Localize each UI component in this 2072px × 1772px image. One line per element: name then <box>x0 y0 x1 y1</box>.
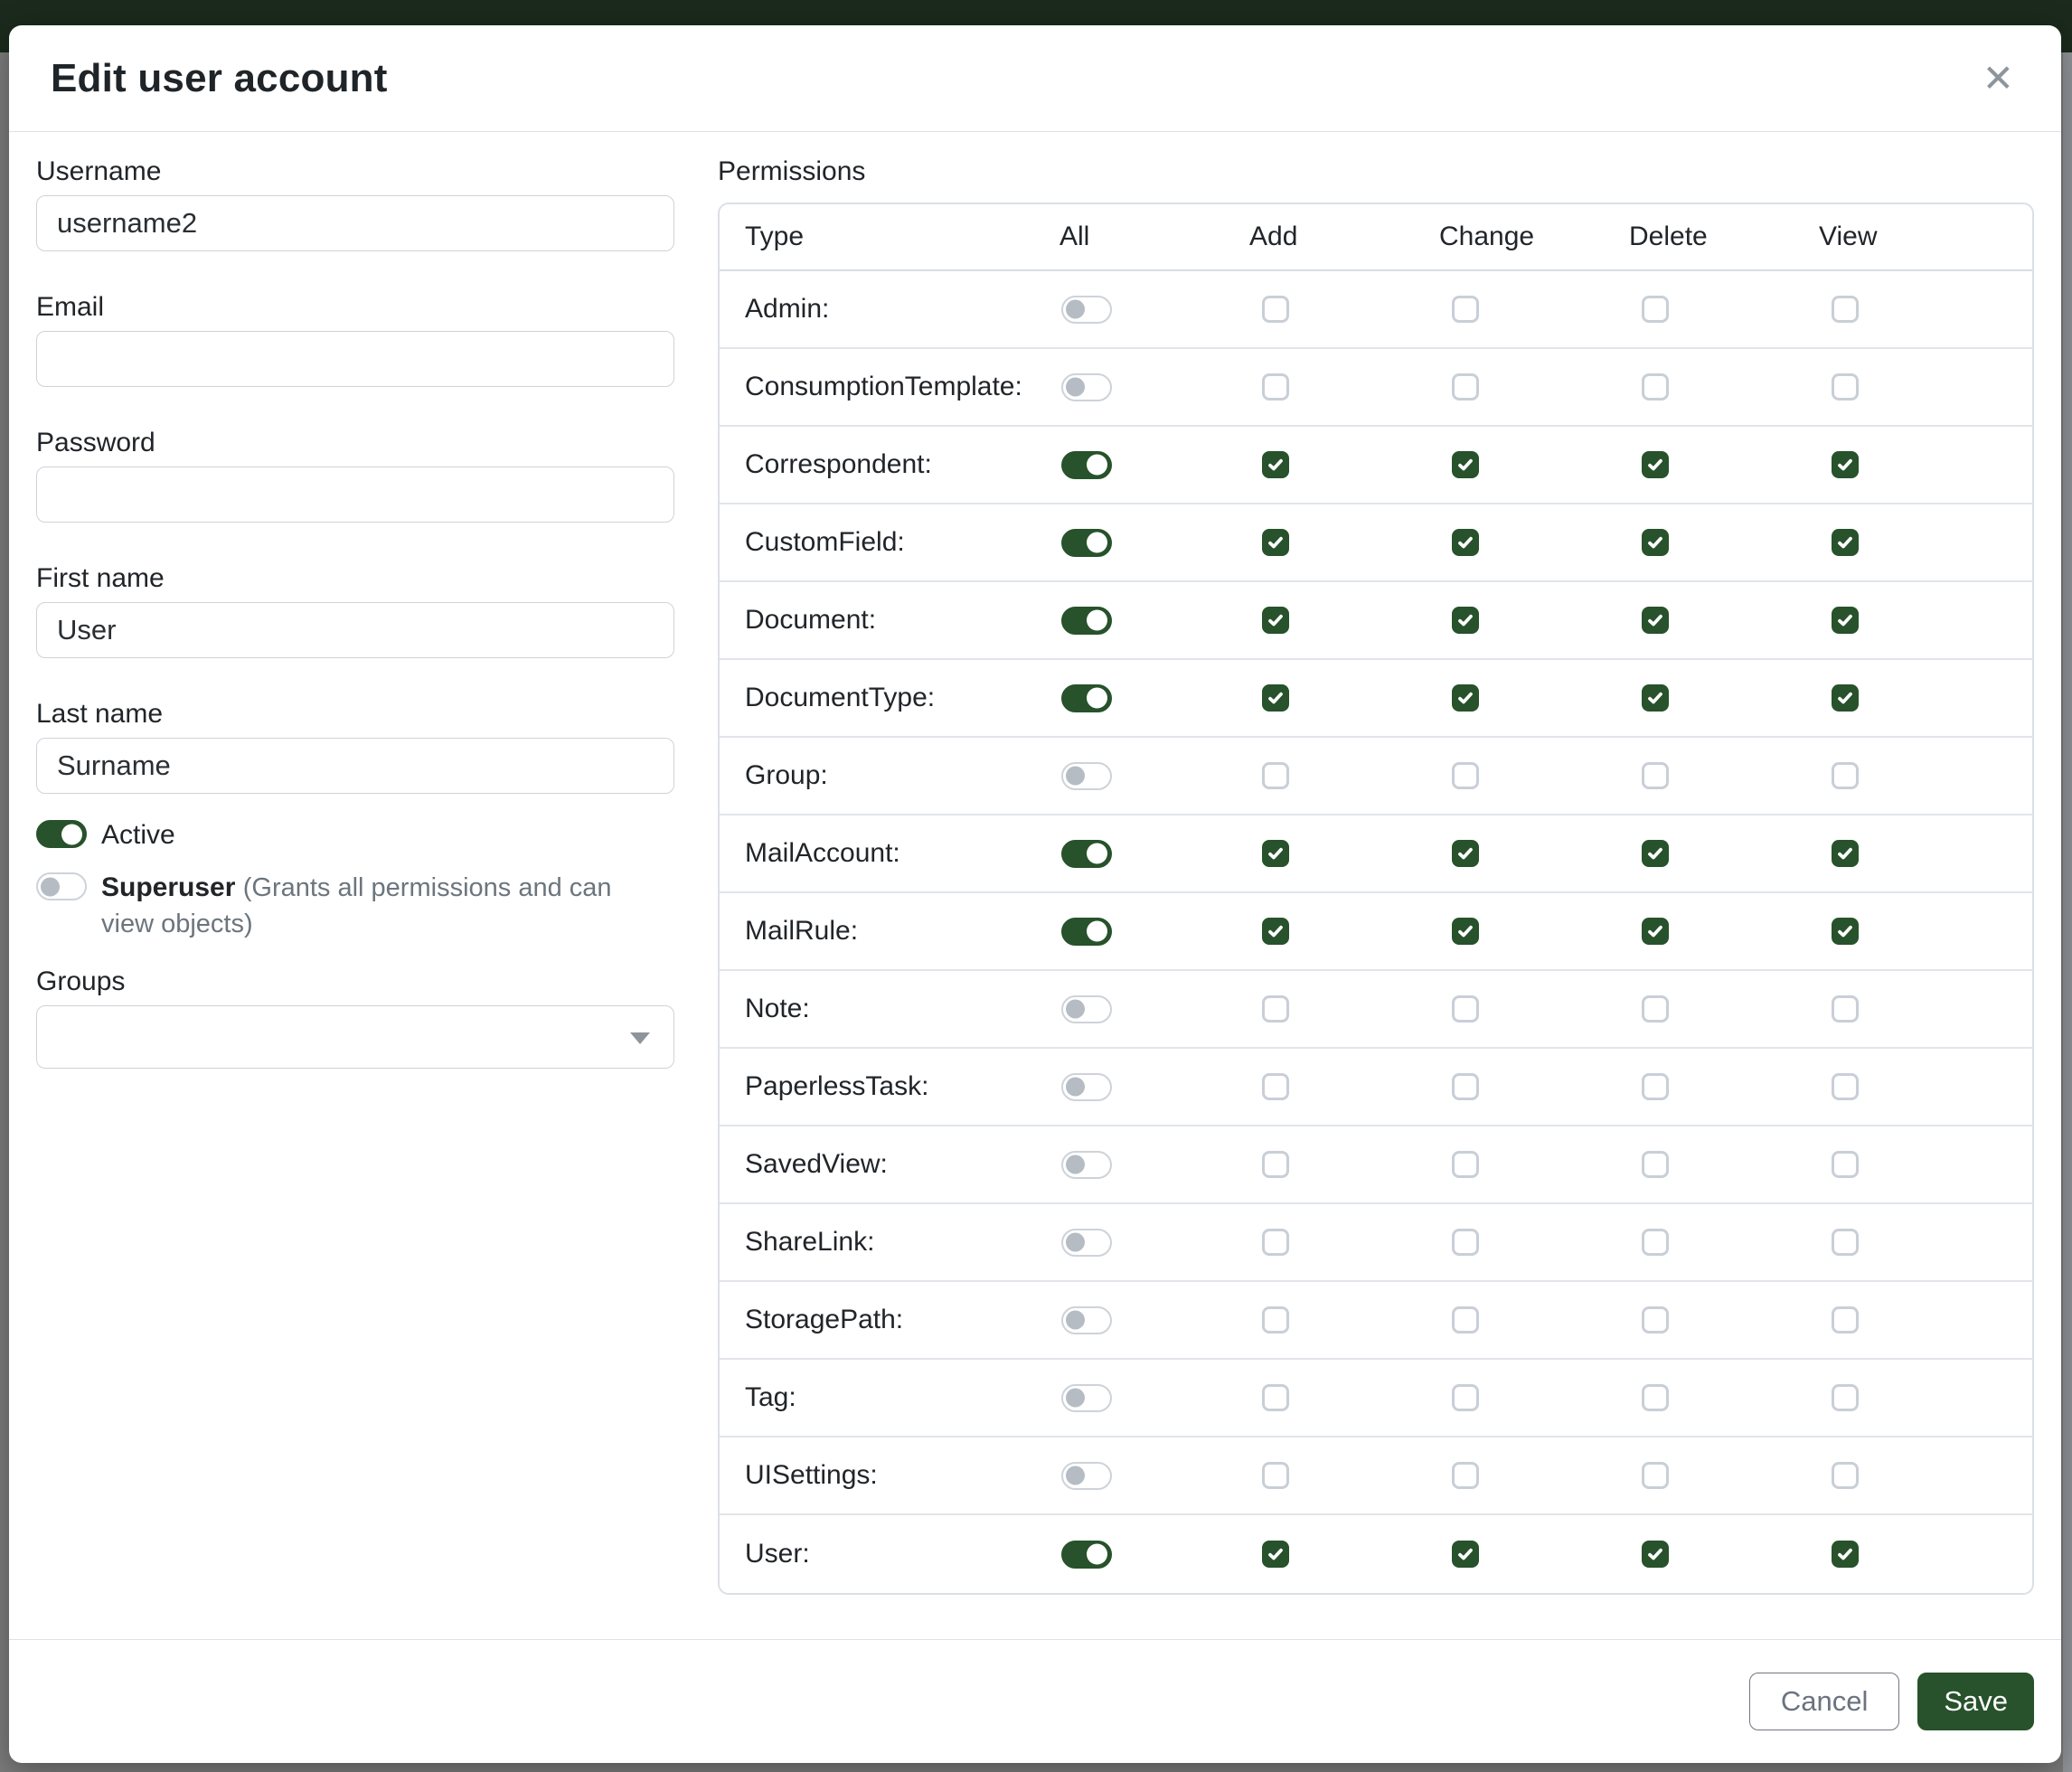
permission-delete-checkbox[interactable] <box>1642 1384 1669 1411</box>
superuser-hint: (Grants all permissions and can view objects) <box>101 873 612 938</box>
permission-all-toggle[interactable] <box>1061 607 1112 635</box>
check-icon <box>1456 844 1474 862</box>
permission-change-checkbox[interactable] <box>1452 918 1479 945</box>
check-icon <box>1836 611 1854 629</box>
permission-add-checkbox[interactable] <box>1262 296 1289 323</box>
check-icon <box>1267 611 1285 629</box>
permission-add-checkbox[interactable] <box>1262 451 1289 478</box>
toggle-knob <box>1066 1233 1085 1252</box>
permission-view-checkbox[interactable] <box>1832 684 1859 712</box>
permission-change-checkbox[interactable] <box>1452 762 1479 789</box>
permission-type-label: SavedView: <box>745 1149 888 1179</box>
toggle-knob <box>61 824 82 844</box>
active-toggle[interactable] <box>36 820 87 848</box>
last-name-field[interactable] <box>36 738 674 794</box>
email-group <box>36 291 674 387</box>
permission-view-checkbox[interactable] <box>1832 373 1859 401</box>
permission-type-label: UISettings: <box>745 1460 878 1490</box>
check-icon <box>1456 533 1474 551</box>
permission-type-label: Note: <box>745 994 810 1023</box>
permission-table-row <box>720 1515 2032 1593</box>
permission-all-toggle[interactable] <box>1061 1462 1112 1490</box>
permission-add-checkbox[interactable] <box>1262 1462 1289 1489</box>
permission-delete-checkbox[interactable] <box>1642 762 1669 789</box>
permission-all-toggle[interactable] <box>1061 918 1112 946</box>
column-header-all: All <box>1060 222 1090 251</box>
permission-view-checkbox[interactable] <box>1832 1073 1859 1100</box>
permission-view-checkbox[interactable] <box>1832 1151 1859 1178</box>
permission-all-toggle[interactable] <box>1061 1306 1112 1334</box>
permission-view-checkbox[interactable] <box>1832 1229 1859 1256</box>
check-icon <box>1646 533 1664 551</box>
permission-change-checkbox[interactable] <box>1452 840 1479 867</box>
permission-delete-checkbox[interactable] <box>1642 1151 1669 1178</box>
check-icon <box>1267 689 1285 707</box>
check-icon <box>1836 533 1854 551</box>
check-icon <box>1456 922 1474 940</box>
username-input[interactable] <box>36 195 674 251</box>
permission-table-row <box>720 1360 2032 1437</box>
permission-add-checkbox[interactable] <box>1262 995 1289 1023</box>
permission-all-toggle[interactable] <box>1061 840 1112 868</box>
permission-view-checkbox[interactable] <box>1832 1306 1859 1334</box>
toggle-knob <box>1066 378 1085 397</box>
permission-delete-checkbox[interactable] <box>1642 684 1669 712</box>
groups-group <box>36 966 674 1069</box>
permission-type-label: Correspondent: <box>745 449 932 479</box>
permission-type-label: StoragePath: <box>745 1305 904 1334</box>
permission-table-row <box>720 1049 2032 1126</box>
permissions-table-header <box>720 204 2032 271</box>
permission-change-checkbox[interactable] <box>1452 373 1479 401</box>
permission-change-checkbox[interactable] <box>1452 1073 1479 1100</box>
first-name-label: First name <box>36 563 165 593</box>
permission-delete-checkbox[interactable] <box>1642 1541 1669 1568</box>
permission-all-toggle[interactable] <box>1061 529 1112 557</box>
toggle-knob <box>1087 844 1107 864</box>
permission-change-checkbox[interactable] <box>1452 296 1479 323</box>
check-icon <box>1836 456 1854 474</box>
permission-all-toggle[interactable] <box>1061 1384 1112 1412</box>
permission-change-checkbox[interactable] <box>1452 1306 1479 1334</box>
toggle-knob <box>1066 1311 1085 1330</box>
username-group <box>36 156 674 251</box>
permission-add-checkbox[interactable] <box>1262 840 1289 867</box>
permission-type-label: Document: <box>745 605 877 635</box>
permission-delete-checkbox[interactable] <box>1642 1229 1669 1256</box>
check-icon <box>1456 1545 1474 1563</box>
permission-all-toggle[interactable] <box>1061 1151 1112 1179</box>
permission-delete-checkbox[interactable] <box>1642 607 1669 634</box>
check-icon <box>1456 689 1474 707</box>
permission-all-toggle[interactable] <box>1061 762 1112 790</box>
permission-all-toggle[interactable] <box>1061 373 1112 401</box>
permission-all-toggle[interactable] <box>1061 1073 1112 1101</box>
permission-change-checkbox[interactable] <box>1452 1384 1479 1411</box>
cancel-button[interactable]: Cancel <box>1749 1673 1900 1730</box>
permissions-label: Permissions <box>718 156 866 186</box>
permission-view-checkbox[interactable] <box>1832 451 1859 478</box>
check-icon <box>1836 922 1854 940</box>
groups-select[interactable] <box>36 1005 674 1069</box>
check-icon <box>1456 611 1474 629</box>
permission-add-checkbox[interactable] <box>1262 1541 1289 1568</box>
column-header-add: Add <box>1249 222 1298 251</box>
permission-all-toggle[interactable] <box>1061 1229 1112 1257</box>
modal-header <box>9 25 2061 132</box>
permission-view-checkbox[interactable] <box>1832 607 1859 634</box>
permission-view-checkbox[interactable] <box>1832 995 1859 1023</box>
permission-delete-checkbox[interactable] <box>1642 1073 1669 1100</box>
permission-add-checkbox[interactable] <box>1262 1306 1289 1334</box>
check-icon <box>1646 611 1664 629</box>
modal-footer <box>9 1639 2061 1763</box>
permission-delete-checkbox[interactable] <box>1642 529 1669 556</box>
toggle-knob <box>1066 1000 1085 1019</box>
permission-table-row <box>720 1204 2032 1282</box>
permission-all-toggle[interactable] <box>1061 296 1112 324</box>
check-icon <box>1267 844 1285 862</box>
permission-table-row <box>720 971 2032 1049</box>
toggle-knob <box>1066 300 1085 319</box>
toggle-knob <box>1066 1155 1085 1174</box>
permission-delete-checkbox[interactable] <box>1642 995 1669 1023</box>
permission-type-label: CustomField: <box>745 527 905 557</box>
permission-change-checkbox[interactable] <box>1452 607 1479 634</box>
permission-type-label: ShareLink: <box>745 1227 875 1257</box>
close-icon[interactable]: ✕ <box>1977 54 2020 103</box>
check-icon <box>1456 456 1474 474</box>
check-icon <box>1267 1545 1285 1563</box>
check-icon <box>1267 533 1285 551</box>
permission-table-row <box>720 893 2032 971</box>
permission-type-label: DocumentType: <box>745 683 936 712</box>
active-toggle-row <box>36 817 674 853</box>
permission-type-label: Tag: <box>745 1382 796 1412</box>
password-field[interactable] <box>36 467 674 523</box>
check-icon <box>1267 922 1285 940</box>
permission-delete-checkbox[interactable] <box>1642 373 1669 401</box>
permission-add-checkbox[interactable] <box>1262 1151 1289 1178</box>
email-label: Email <box>36 292 105 322</box>
permission-table-row <box>720 1282 2032 1360</box>
permission-delete-checkbox[interactable] <box>1642 918 1669 945</box>
permissions-table <box>718 203 2034 1595</box>
check-icon <box>1646 689 1664 707</box>
column-header-change: Change <box>1439 222 1535 251</box>
check-icon <box>1267 456 1285 474</box>
permission-table-row <box>720 504 2032 582</box>
permission-all-toggle[interactable] <box>1061 995 1112 1023</box>
permission-add-checkbox[interactable] <box>1262 918 1289 945</box>
permission-add-checkbox[interactable] <box>1262 1384 1289 1411</box>
permission-table-row <box>720 349 2032 427</box>
permission-table-row <box>720 1437 2032 1515</box>
permission-add-checkbox[interactable] <box>1262 373 1289 401</box>
permission-all-toggle[interactable] <box>1061 451 1112 479</box>
toggle-knob <box>1087 688 1107 709</box>
permission-view-checkbox[interactable] <box>1832 762 1859 789</box>
permission-type-label: MailRule: <box>745 916 859 946</box>
permission-delete-checkbox[interactable] <box>1642 1306 1669 1334</box>
superuser-label-block <box>101 870 630 942</box>
toggle-knob <box>1087 533 1107 553</box>
permission-all-toggle[interactable] <box>1061 1541 1112 1569</box>
permission-change-checkbox[interactable] <box>1452 1151 1479 1178</box>
permission-table-row <box>720 271 2032 349</box>
permission-change-checkbox[interactable] <box>1452 1229 1479 1256</box>
permission-table-row <box>720 738 2032 815</box>
username-label: Username <box>36 156 162 186</box>
permission-add-checkbox[interactable] <box>1262 762 1289 789</box>
chevron-down-icon <box>630 1032 650 1044</box>
user-form-column <box>36 156 674 1639</box>
permission-change-checkbox[interactable] <box>1452 529 1479 556</box>
column-header-view: View <box>1819 222 1878 251</box>
toggle-knob <box>1066 1078 1085 1097</box>
superuser-toggle[interactable] <box>36 872 87 900</box>
permission-type-label: ConsumptionTemplate: <box>745 372 1022 401</box>
permission-delete-checkbox[interactable] <box>1642 296 1669 323</box>
permission-add-checkbox[interactable] <box>1262 1229 1289 1256</box>
permissions-column <box>718 156 2034 1639</box>
permission-change-checkbox[interactable] <box>1452 451 1479 478</box>
toggle-knob <box>1087 1544 1107 1565</box>
check-icon <box>1646 844 1664 862</box>
permission-view-checkbox[interactable] <box>1832 296 1859 323</box>
permission-table-row <box>720 582 2032 660</box>
active-label: Active <box>101 820 175 850</box>
column-header-delete: Delete <box>1629 222 1708 251</box>
toggle-knob <box>1087 455 1107 476</box>
permission-change-checkbox[interactable] <box>1452 684 1479 712</box>
permission-add-checkbox[interactable] <box>1262 684 1289 712</box>
toggle-knob <box>1066 767 1085 786</box>
toggle-knob <box>1087 610 1107 631</box>
toggle-knob <box>1066 1466 1085 1485</box>
permission-table-row <box>720 660 2032 738</box>
permission-type-label: Admin: <box>745 294 830 324</box>
password-label: Password <box>36 428 155 457</box>
permission-type-label: MailAccount: <box>745 838 900 868</box>
modal-body <box>9 132 2061 1639</box>
column-header-type: Type <box>745 222 805 251</box>
permission-change-checkbox[interactable] <box>1452 995 1479 1023</box>
permission-type-label: PaperlessTask: <box>745 1071 929 1101</box>
permission-view-checkbox[interactable] <box>1832 840 1859 867</box>
permission-view-checkbox[interactable] <box>1832 529 1859 556</box>
permission-delete-checkbox[interactable] <box>1642 451 1669 478</box>
permission-delete-checkbox[interactable] <box>1642 840 1669 867</box>
check-icon <box>1836 689 1854 707</box>
check-icon <box>1646 1545 1664 1563</box>
permissions-rows <box>720 271 2032 1593</box>
first-name-field[interactable] <box>36 602 674 658</box>
permission-type-label: Group: <box>745 760 828 790</box>
save-button[interactable]: Save <box>1917 1673 2034 1730</box>
page-scrollbar[interactable] <box>2063 52 2072 1772</box>
email-field[interactable] <box>36 331 674 387</box>
groups-label: Groups <box>36 966 126 996</box>
toggle-knob <box>1066 1389 1085 1408</box>
permission-change-checkbox[interactable] <box>1452 1462 1479 1489</box>
toggle-knob <box>1087 921 1107 942</box>
last-name-group <box>36 698 674 794</box>
modal-title: Edit user account <box>51 55 388 100</box>
first-name-group <box>36 562 674 658</box>
permission-table-row <box>720 1126 2032 1204</box>
edit-user-modal <box>9 25 2061 1763</box>
password-group <box>36 427 674 523</box>
permission-table-row <box>720 427 2032 504</box>
permission-add-checkbox[interactable] <box>1262 607 1289 634</box>
check-icon <box>1836 844 1854 862</box>
permission-all-toggle[interactable] <box>1061 684 1112 712</box>
last-name-label: Last name <box>36 699 164 729</box>
superuser-label: Superuser <box>101 872 236 902</box>
permission-add-checkbox[interactable] <box>1262 529 1289 556</box>
check-icon <box>1836 1545 1854 1563</box>
toggle-knob <box>41 877 60 896</box>
permission-add-checkbox[interactable] <box>1262 1073 1289 1100</box>
permission-view-checkbox[interactable] <box>1832 918 1859 945</box>
check-icon <box>1646 922 1664 940</box>
permission-type-label: User: <box>745 1539 810 1569</box>
permission-delete-checkbox[interactable] <box>1642 1462 1669 1489</box>
permission-view-checkbox[interactable] <box>1832 1462 1859 1489</box>
permission-table-row <box>720 815 2032 893</box>
permission-change-checkbox[interactable] <box>1452 1541 1479 1568</box>
superuser-toggle-row <box>36 870 674 942</box>
check-icon <box>1646 456 1664 474</box>
permission-view-checkbox[interactable] <box>1832 1384 1859 1411</box>
permission-view-checkbox[interactable] <box>1832 1541 1859 1568</box>
